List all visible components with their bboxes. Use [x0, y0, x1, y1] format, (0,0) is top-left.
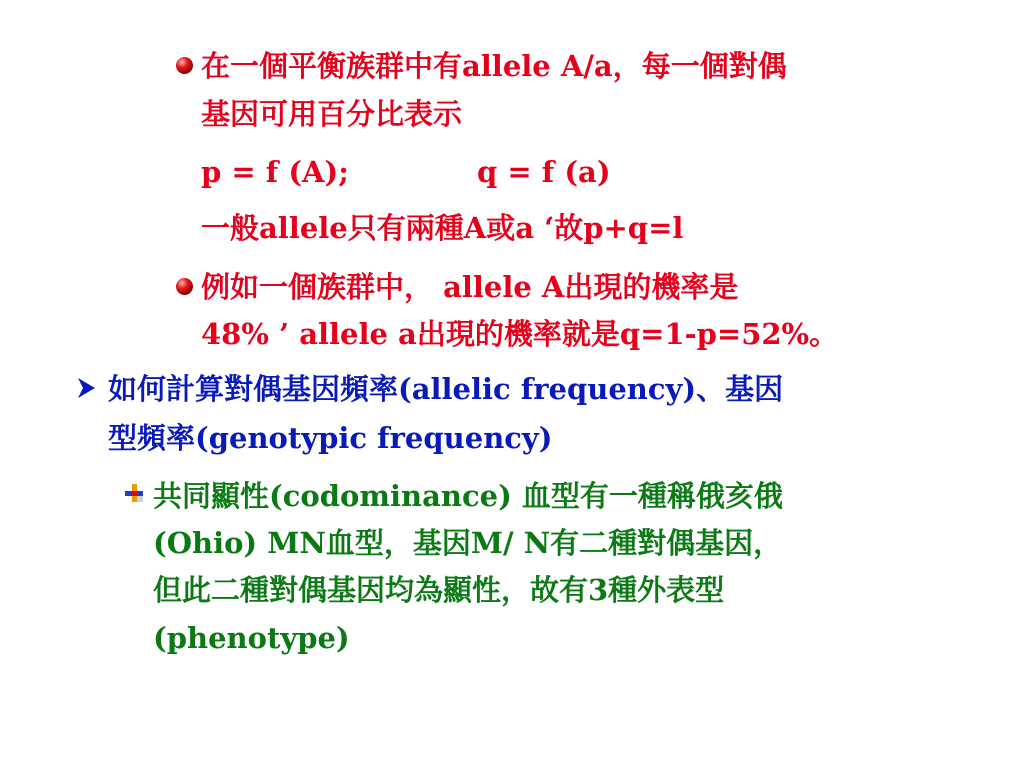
bullet-3-line-2: 型頻率(genotypic frequency): [108, 421, 553, 455]
bullet-2-line-1: 例如一個族群中， allele A出現的機率是: [201, 270, 739, 304]
bullet-4-line-4: (phenotype): [153, 621, 350, 655]
p-formula: p = f (A);: [201, 155, 349, 189]
bullet-3-line-1: 如何計算對偶基因頻率(allelic frequency)、基因: [108, 372, 784, 406]
bullet-1-line-1: 在一個平衡族群中有allele A/a，每一個對偶: [201, 49, 787, 83]
red-ball-bullet-icon: [176, 57, 193, 74]
bullet-2-line-2: 48% ’ allele a出現的機率就是q=1-p=52%。: [201, 317, 839, 351]
blue-arrow-bullet-icon: [75, 376, 97, 400]
colored-cross-bullet-icon: [124, 483, 144, 503]
red-ball-bullet-icon: [176, 278, 193, 295]
bullet-4-line-3: 但此二種對偶基因均為顯性，故有3種外表型: [153, 573, 725, 607]
bullet-1-line-2: 基因可用百分比表示: [201, 97, 463, 131]
bullet-1-line-3: [201, 150, 611, 194]
q-formula: q = f (a): [477, 155, 611, 189]
bullet-4-line-1: 共同顯性(codominance) 血型有一種稱俄亥俄: [153, 479, 783, 513]
bullet-1-line-4: 一般allele只有兩種A或a ‘故p+q=l: [201, 211, 684, 245]
bullet-4-line-2: (Ohio) MN血型，基因M/ N有二種對偶基因，: [153, 526, 783, 560]
